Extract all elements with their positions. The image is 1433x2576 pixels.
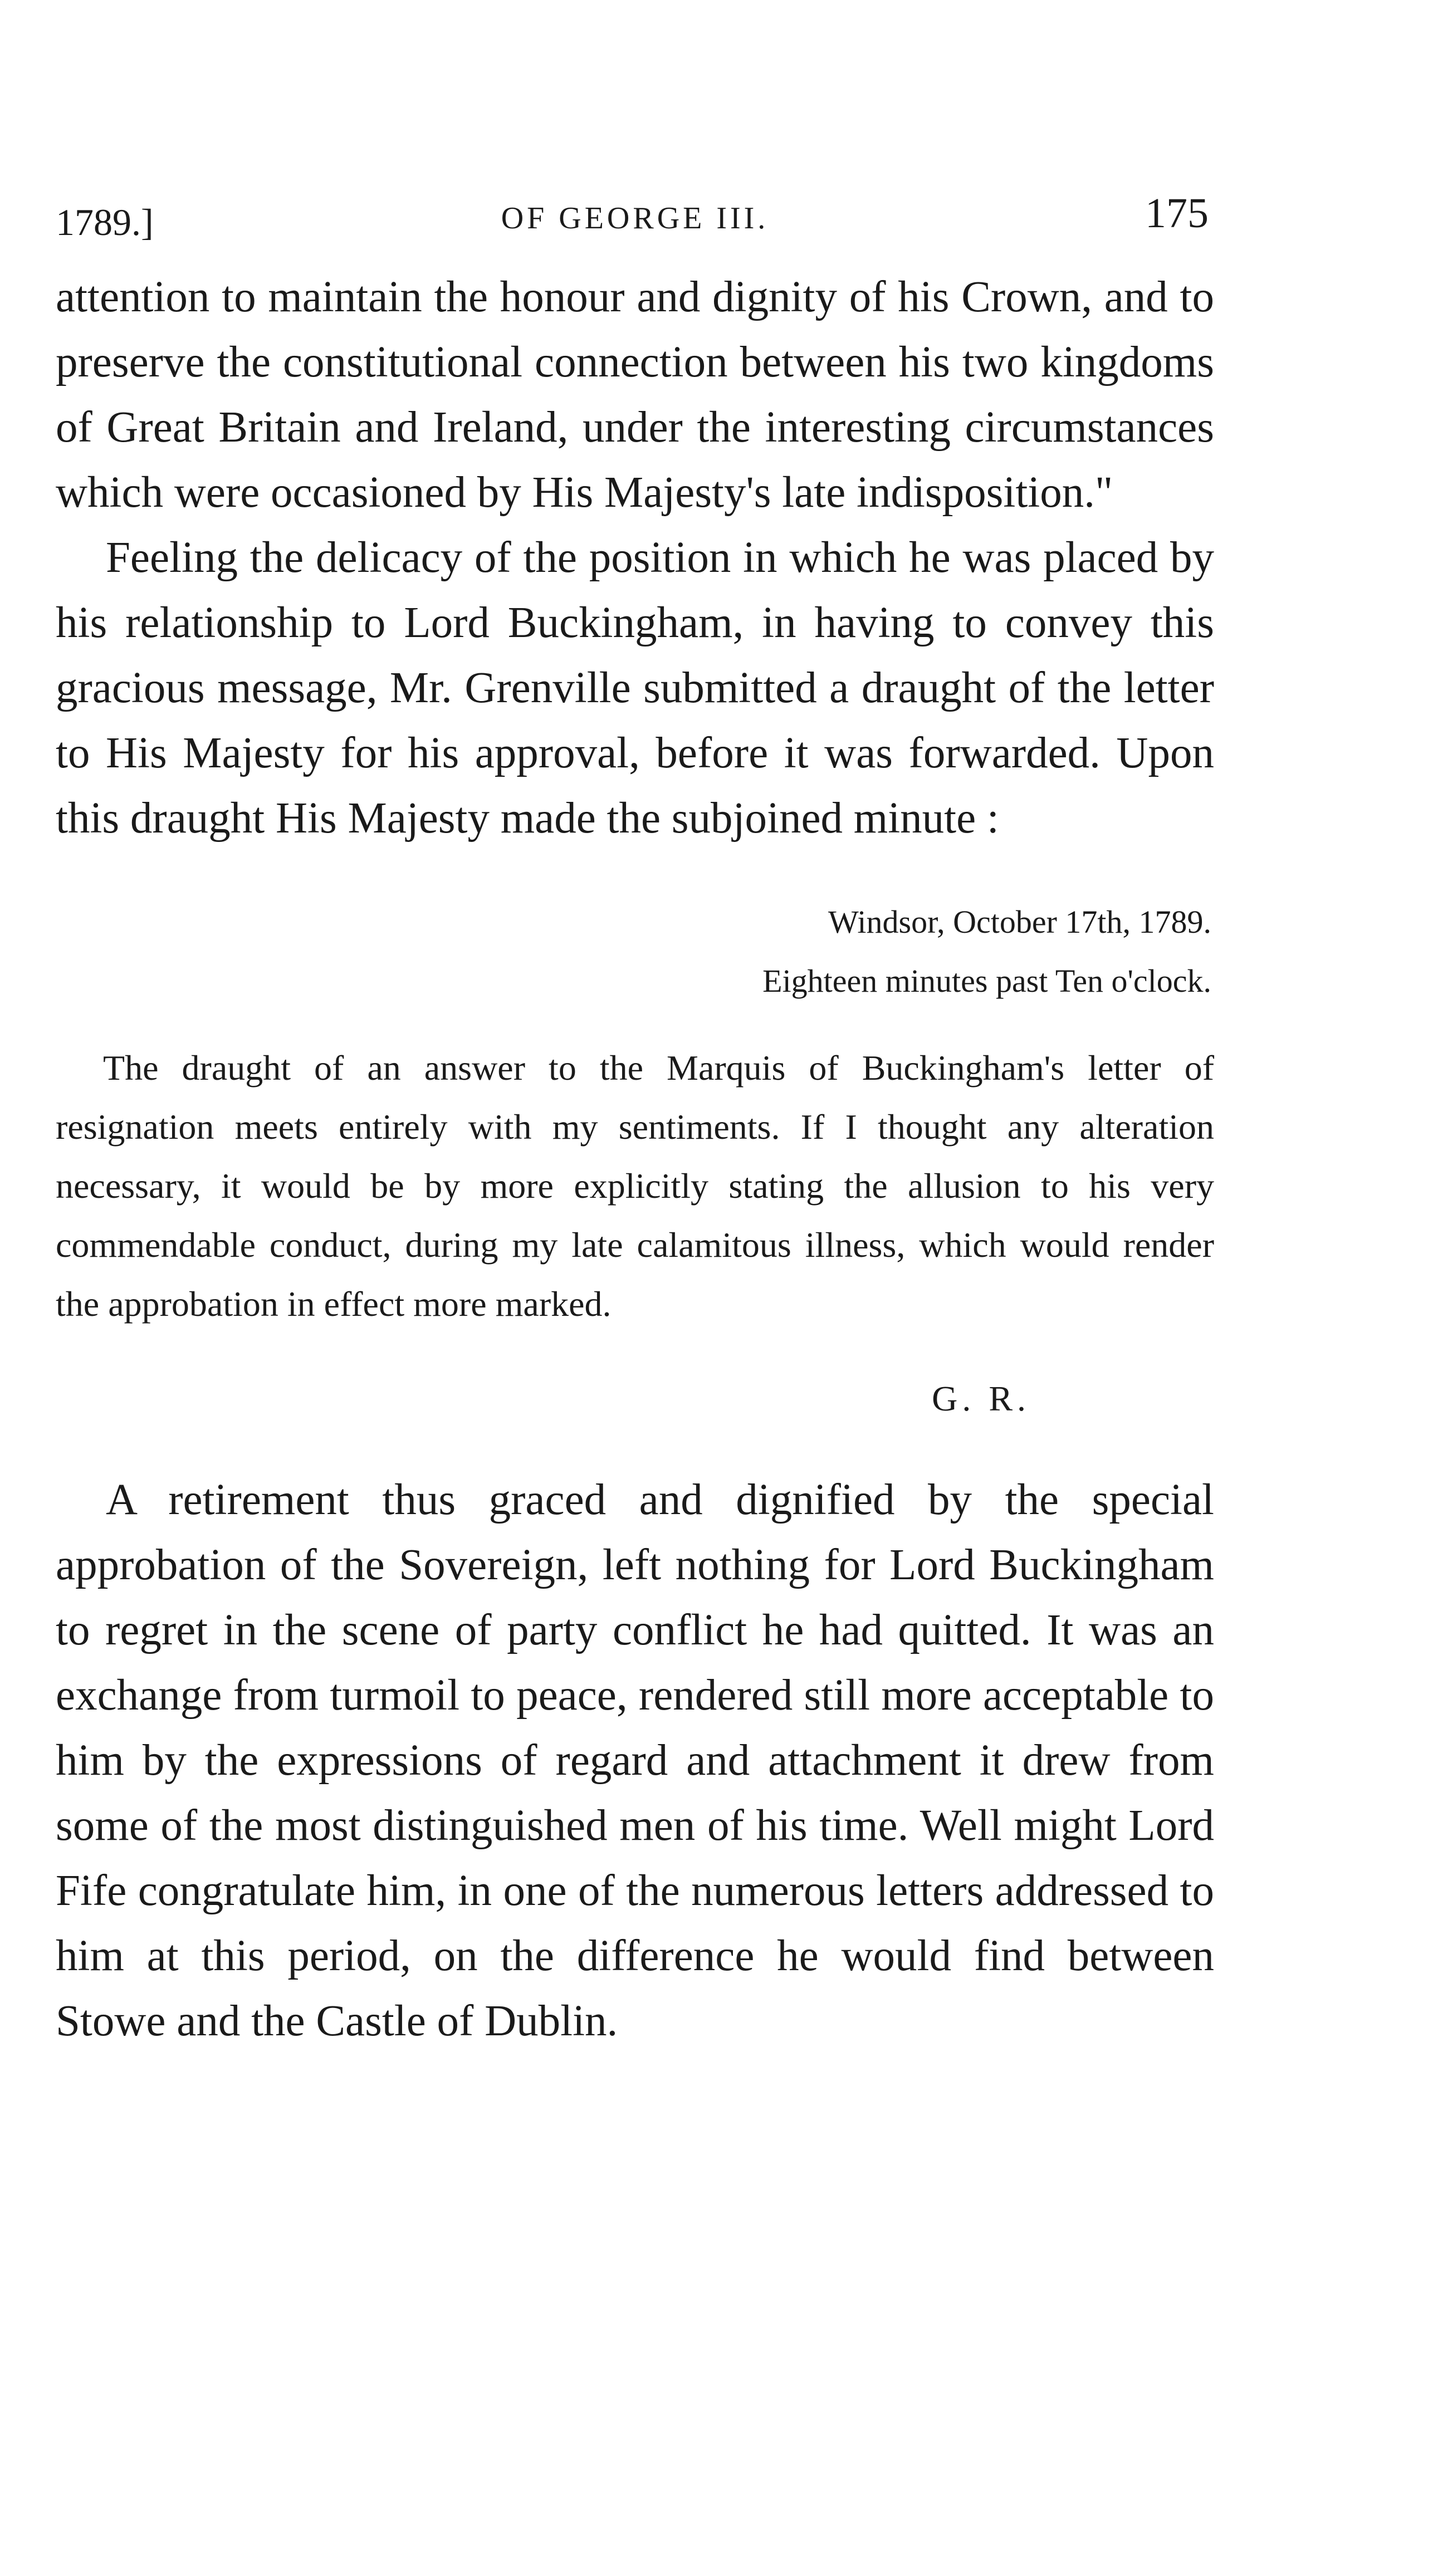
paragraph-retirement: A retirement thus graced and dignified by the special approbation of the Sovereign, left nothing for Lord Buckingham to regret in the scene of party conflict he had quitted. It was an exchange from turmoil to peace, rendered still more acceptable to him by the expressions of regard and attachment it drew from some of the most distinguished men of his time. Well might Lord Fife congratulate him, in one of the numerous letters addressed to him at this period, on the difference he would find between Stowe and the Castle of Dublin. (56, 1476, 1214, 2045)
letter-body: The draught of an answer to the Marquis of Buckingham's letter of resignation meets entirely with my sentiments. If I thought any alteration necessary, it would be by more explicitly stating the allusion to his very commendable conduct, during my late calamitous illness, which would render the approbation in effect more marked. (56, 1048, 1214, 1324)
letter-signature: G. R. (932, 1379, 1030, 1418)
letter-dateline (56, 893, 1214, 1011)
paragraph-grenville: Feeling the delicacy of the position in which he was placed by his relationship to Lord Buckingham, in having to convey this gracious message, Mr. Grenville submitted a draught of the letter to His Majesty for his approval, before it was forwarded. Upon this draught His Majesty made the subjoined minute : (56, 533, 1214, 843)
letter-place-date: Windsor, October 17th, 1789. (828, 904, 1211, 940)
paragraph-continued: attention to maintain the honour and dignity of his Crown, and to preserve the constitutional connection between his two kingdoms of Great Britain and Ireland, under the interesting circumstances which were occasioned by His Majesty's late indisposition." (56, 273, 1214, 517)
header-title: OF GEORGE III. (501, 201, 769, 236)
letter-time: Eighteen minutes past Ten o'clock. (762, 963, 1211, 999)
page-number: 175 (1145, 190, 1209, 237)
running-head (56, 189, 1214, 251)
book-page (56, 189, 1214, 2054)
header-year: 1789.] (56, 201, 154, 243)
